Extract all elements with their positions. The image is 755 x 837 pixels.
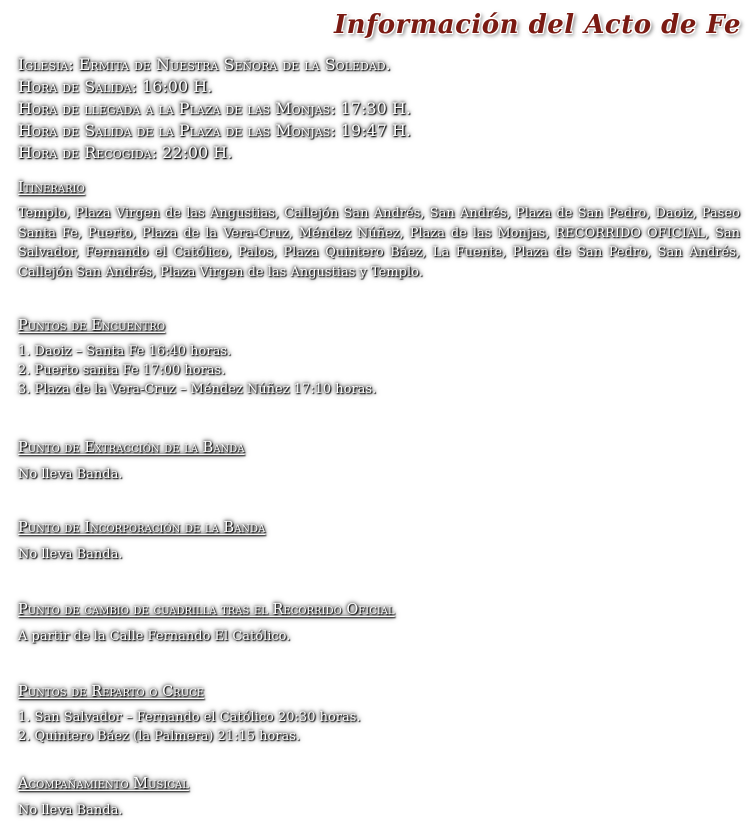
info-block: [18, 54, 738, 164]
heading-reparto: Puntos de Reparto o Cruce: [18, 684, 205, 700]
section-reparto: [18, 684, 740, 746]
heading-encuentro: Puntos de Encuentro: [18, 318, 166, 334]
info-hora-salida: Hora de Salida: 16:00 H.: [18, 77, 213, 96]
list-item: 1. Daoiz – Santa Fe 16:40 horas.: [18, 344, 232, 359]
heading-extraccion: Punto de Extracción de la Banda: [18, 440, 245, 456]
list-item: 2. Puerto santa Fe 17:00 horas.: [18, 363, 226, 378]
list-item: 1. San Salvador – Fernando el Católico 20:30 horas.: [18, 710, 361, 725]
heading-acompanamiento: Acompañamiento Musical: [18, 776, 189, 792]
section-acompanamiento: [18, 776, 740, 820]
page-title: Información del Acto de Fe: [333, 10, 741, 40]
heading-cuadrilla: Punto de cambio de cuadrilla tras el Recorrido Oficial: [18, 602, 395, 618]
list-item: 2. Quintero Báez (la Palmera) 21:15 horas.: [18, 729, 301, 744]
section-cuadrilla: [18, 602, 740, 646]
itinerario-text: Templo, Plaza Virgen de las Angustias, Callejón San Andrés, San Andrés, Plaza de San Pedro, Daoiz, Paseo Santa Fe, Puerto, Plaza de la Vera-Cruz, Méndez Núñez, Plaza de las Monjas, RECORRIDO OFICIAL, San Salvador, Fernando el Católico, Palos, Plaza Quintero Báez, La Fuente, Plaza de San Pedro, San Andrés, Callejón San Andrés, Plaza Virgen de las Angustias y Templo.: [18, 206, 740, 280]
incorporacion-text: No lleva Banda.: [18, 547, 123, 562]
section-incorporacion: [18, 520, 740, 564]
section-itinerario: [18, 180, 740, 282]
heading-incorporacion: Punto de Incorporación de la Banda: [18, 520, 266, 536]
cuadrilla-text: A partir de la Calle Fernando El Católico.: [18, 629, 291, 644]
info-iglesia: Iglesia: Ermita de Nuestra Señora de la Soledad.: [18, 55, 391, 74]
section-encuentro: [18, 318, 740, 399]
list-item: 3. Plaza de la Vera-Cruz – Méndez Núñez 17:10 horas.: [18, 382, 377, 397]
extraccion-text: No lleva Banda.: [18, 467, 123, 482]
info-hora-llegada: Hora de llegada a la Plaza de las Monjas: 17:30 H.: [18, 99, 411, 118]
section-extraccion: [18, 440, 740, 484]
acompanamiento-text: No lleva Banda.: [18, 803, 123, 818]
info-hora-salida-plaza: Hora de Salida de la Plaza de las Monjas: 19:47 H.: [18, 121, 412, 140]
info-hora-recogida: Hora de Recogida: 22:00 H.: [18, 143, 233, 162]
heading-itinerario: Itinerario: [18, 180, 85, 196]
